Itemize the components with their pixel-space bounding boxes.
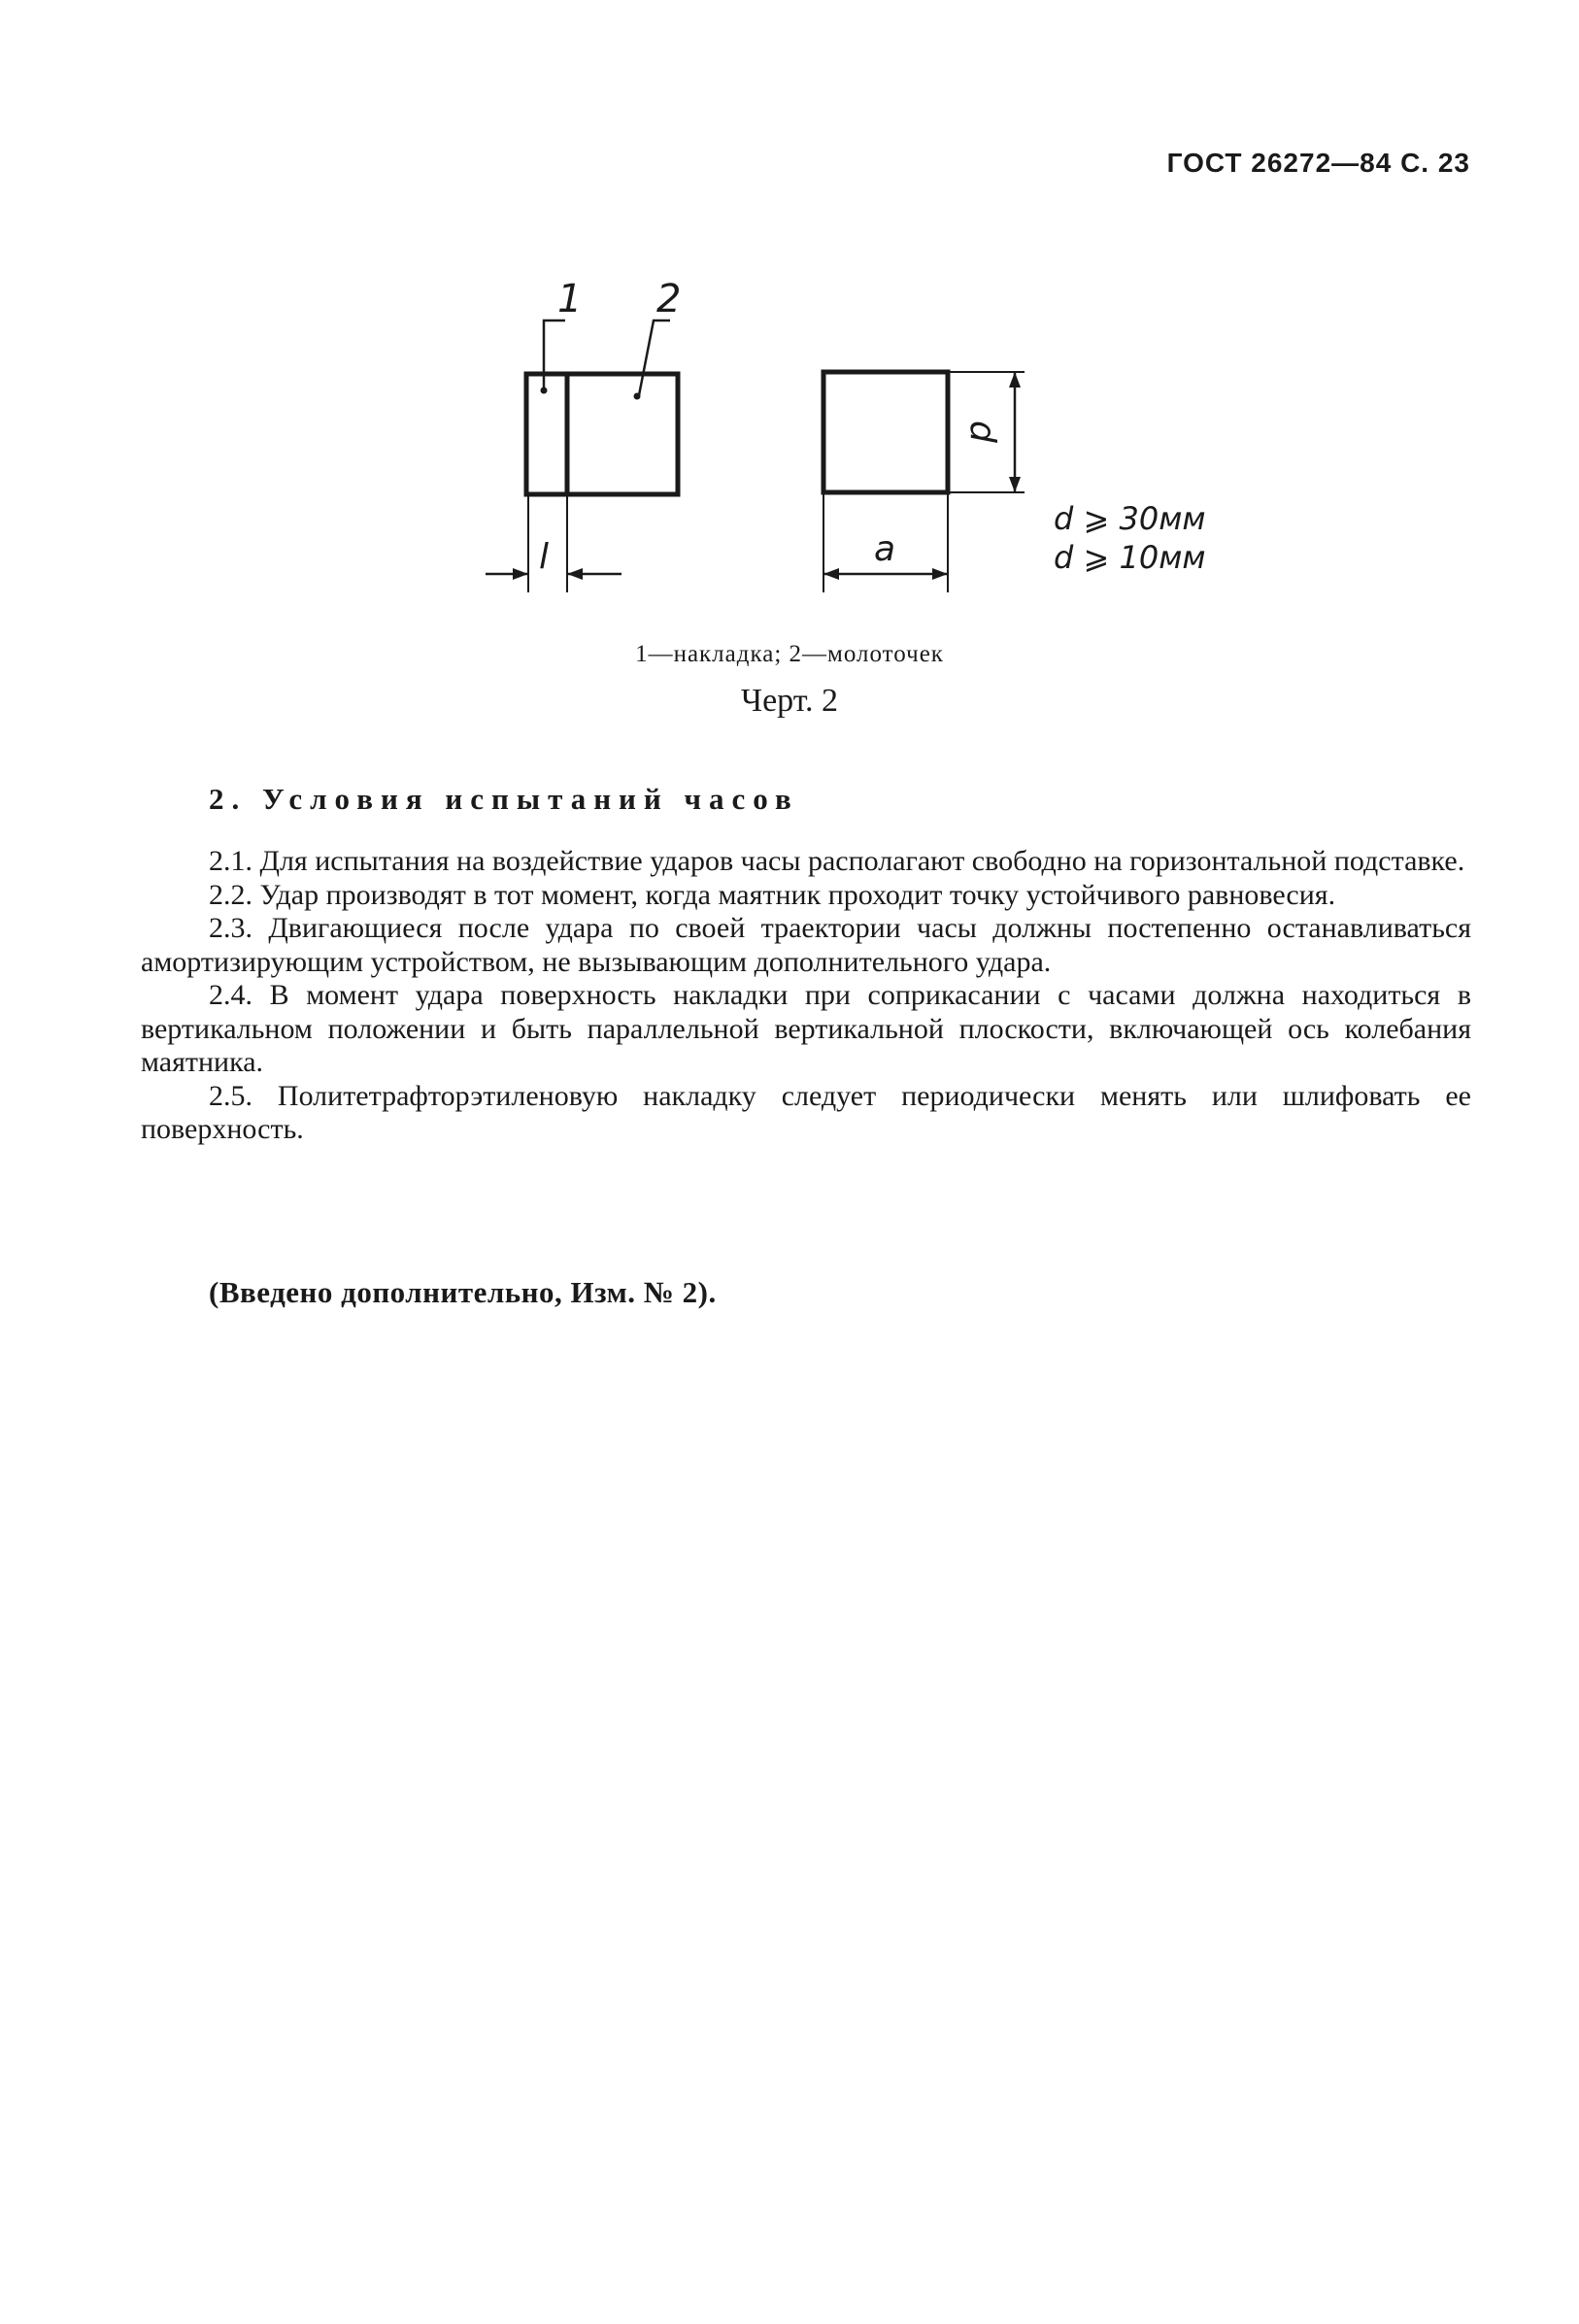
condition-label-2: d ⩾ 10мм [1054, 539, 1206, 576]
figure-title: Черт. 2 [740, 683, 839, 719]
section-title: 2. Условия испытаний часов [209, 782, 799, 816]
callout-dot-2 [634, 393, 641, 400]
document-header: ГОСТ 26272—84 С. 23 [1166, 148, 1470, 178]
paragraph-2-5: 2.5. Политетрафторэтиленовую накладку следует периодически менять или шлифовать ее поверхность. [141, 1079, 1471, 1145]
paragraph-2-2: 2.2. Удар производят в тот момент, когда маятник проходит точку устойчивого равновесия. [209, 878, 1336, 911]
callout-dot-1 [541, 387, 548, 394]
callout-label-2: 2 [656, 277, 682, 321]
paragraph-2-4: 2.4. В момент удара поверхность накладки при соприкасании с часами должна находиться в вертикальном положении и быть параллельной вертикальной плоскости, включающей ось колебания маятника. [141, 979, 1471, 1078]
arrow-l-right [567, 568, 583, 580]
dimension-label-a: a [874, 529, 896, 569]
figure-legend: 1—накладка; 2—молоточек [635, 641, 944, 667]
paragraph-2-3: 2.3. Двигающиеся после удара по своей траектории часы должны постепенно останавливаться амортизирующим устройством, не вызывающим дополнительного удара. [141, 912, 1471, 978]
dimension-label-l: l [539, 537, 550, 577]
amendment-note: (Введено дополнительно, Изм. № 2). [209, 1275, 717, 1309]
arrow-a-left [823, 568, 839, 580]
hammer-rectangle [567, 374, 678, 494]
dimension-label-d: d [962, 421, 1002, 443]
callout-leader-2 [639, 320, 670, 395]
paragraph-2-1: 2.1. Для испытания на воздействие ударов часы располагают свободно на горизонтальной подставке. [209, 845, 1465, 877]
condition-label-1: d ⩾ 30мм [1054, 500, 1206, 537]
arrow-d-bottom [1009, 477, 1021, 492]
hammer-front-rectangle [823, 372, 948, 492]
figure-drawing [466, 257, 1233, 602]
arrow-d-top [1009, 372, 1021, 387]
arrow-a-right [932, 568, 948, 580]
callout-leader-1 [544, 320, 565, 388]
callout-label-1: 1 [557, 277, 583, 321]
section-body [141, 845, 1471, 1147]
arrow-l-left [513, 568, 528, 580]
